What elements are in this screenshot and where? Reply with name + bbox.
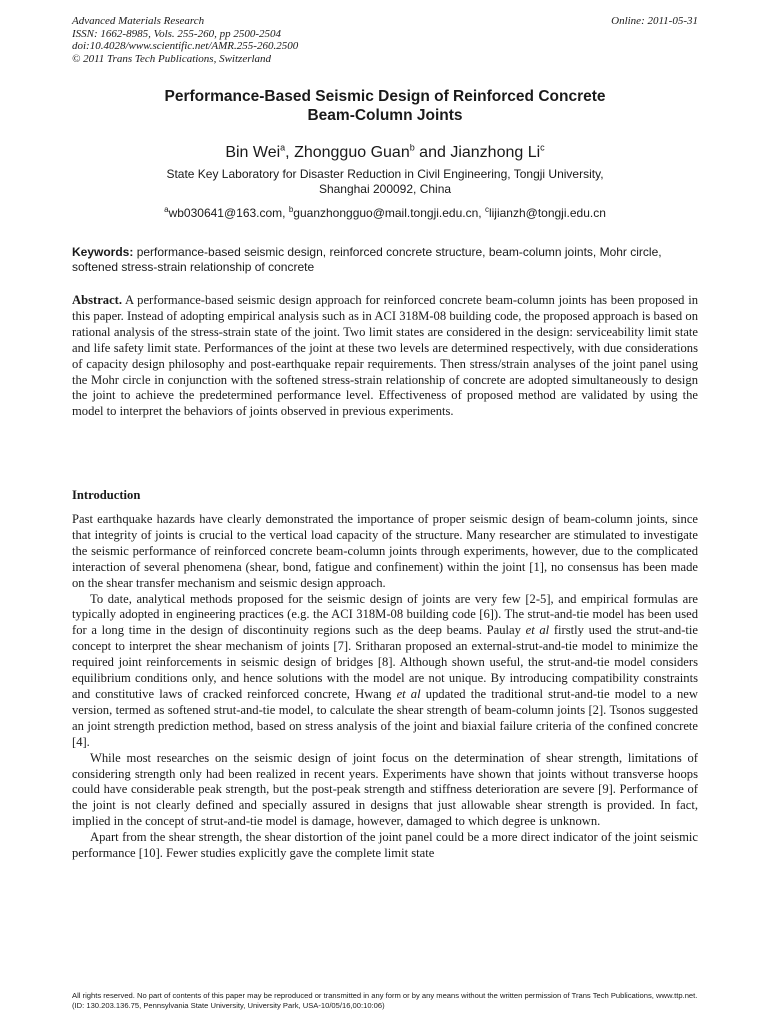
introduction-body: [72, 512, 698, 862]
title-line-1: Performance-Based Seismic Design of Reinforced Concrete: [164, 88, 606, 105]
text-run: firstly used the strut-and-tie concept to interpret the shear mechanism of joints [7]. Sritharan proposed an external-strut-and-tie model to minimize the required joint reinforcements in seismic design of bridges [8]. Although shown useful, the strut-and-tie model considers equilibrium conditions only, and hence solutions with the model are not unique. By introducing compatibility constraints and constitutive laws of cracked reinforced concrete, Hwang: [72, 623, 698, 701]
journal-name: Advanced Materials Research: [72, 15, 205, 27]
email-address[interactable]: wb030641@163.com: [168, 206, 283, 220]
email-address[interactable]: guanzhongguo@mail.tongji.edu.cn: [293, 206, 479, 220]
abstract: [72, 293, 698, 420]
keywords-label: Keywords:: [72, 245, 134, 259]
author-name: Bin Wei: [225, 144, 281, 161]
intro-paragraph-2: [72, 592, 698, 751]
doi-line: doi:10.4028/www.scientific.net/AMR.255-260.2500: [72, 40, 299, 52]
copyright-line: © 2011 Trans Tech Publications, Switzerland: [72, 52, 272, 65]
abstract-label: Abstract.: [72, 293, 123, 307]
email-sep: ,: [282, 206, 289, 220]
email-address[interactable]: lijianzh@tongji.edu.cn: [488, 206, 606, 220]
affiliation: State Key Laboratory for Disaster Reduction in Civil Engineering, Tongji University, Shanghai 200092, China: [166, 167, 604, 196]
author-list: [72, 143, 698, 163]
author-sep: ,: [285, 144, 295, 161]
text-run-italic: et al: [396, 686, 421, 701]
text-run: To date, analytical methods proposed for the seismic design of joints are very few [2-5], and empirical formulas are typically adopted in engineering practices (e.g. the ACI 318M-08 building code [6]). The strut-and-tie model has been used for a long time in the design of discontinuity regions such as the deep beams. Paulay: [72, 591, 698, 638]
text-run: updated the traditional strut-and-tie model to a new version, termed as softened strut-and-tie model, to calculate the shear strength of beam-column joints [2]. Tsonos suggested an joint strength prediction method, based on stress analysis of the joint and biaxial failure criteria of the confined concrete [4].: [72, 686, 698, 749]
author-sup: c: [540, 142, 545, 153]
email-sup: c: [484, 205, 489, 214]
intro-paragraph-4: Apart from the shear strength, the shear distortion of the joint panel could be a more direct indicator of the joint seismic performance [10]. Fewer studies explicitly gave the complete limit state: [72, 830, 698, 861]
author-sep: and: [414, 144, 451, 161]
rights-footer: All rights reserved. No part of contents of this paper may be reproduced or transmitted in any form or by any means without the written permission of Trans Tech Publications, www.ttp.net. (ID: 130.203.136.75, Pennsylvania State University, University Park, USA-10/05/16,00:10:06): [72, 991, 698, 1010]
online-date: Online: 2011-05-31: [611, 15, 698, 27]
title-line-2: Beam-Column Joints: [307, 107, 463, 124]
keywords-text: performance-based seismic design, reinforced concrete structure, beam-column joints, Mohr circle, softened stress-strain relationship of concrete: [72, 245, 662, 274]
author-sup: a: [280, 142, 286, 153]
email-sup: a: [164, 205, 169, 214]
intro-paragraph-3: While most researches on the seismic design of joint focus on the determination of shear strength, limitations of considering strength only had been realized in recent years. Experiments have shown that joints without transverse hoops could have considerable peak strength, but the post-peak strength and stiffness deterioration are severe [9]. Performance of the joint is not clearly defined and specially assured in designs that just allowable shear strength is provided. In fact, implied in the concept of strut-and-tie model is damage, however, damaged to which degree is unknown.: [72, 750, 698, 829]
abstract-text: A performance-based seismic design approach for reinforced concrete beam-column joints has been proposed in this paper. Instead of adopting empirical analysis such as in ACI 318M-08 building code, the proposed approach is based on rational analysis of the stress-strain state of the joint. Two limit states are considered in the design: serviceability limit state and life safety limit state. Performances of the joint at these two levels are determined respectively, with due considerations of capacity design philosophy and post-earthquake repair requirements. Then stress/strain analyses of the joint panel using the Mohr circle in conjunction with the softened stress-strain relationship of concrete are adopted simultaneously to design the joint to achieve the predetermined performance level. Effectiveness of proposed method are validated by using the model to interpret the behaviors of joints observed in previous experiments.: [72, 293, 698, 419]
paper-title: [72, 87, 698, 125]
keywords: [72, 245, 698, 274]
journal-header: [72, 15, 698, 65]
intro-paragraph-1: Past earthquake hazards have clearly demonstrated the importance of proper seismic design of beam-column joints, since that integrity of joints is crucial to the vertical load capacity of the structure. Many researcher are stimulated to investigate the seismic performance of reinforced concrete beam-column joints through experiments, however, due to the complicated interaction of several phenomena (shear, bond, fatigue and confinement) within the joint [1], no consensus has been made on the shear transfer mechanism and seismic design approach.: [72, 512, 698, 590]
email-list: [72, 206, 698, 221]
author-name: Zhongguo Guan: [294, 144, 410, 161]
introduction-heading: Introduction: [72, 488, 141, 502]
author-name: Jianzhong Li: [450, 144, 541, 161]
text-run-italic: et al: [525, 623, 550, 638]
issn-line: ISSN: 1662-8985, Vols. 255-260, pp 2500-2504: [72, 27, 281, 40]
author-sup: b: [409, 142, 415, 153]
email-sup: b: [288, 205, 294, 214]
email-sep: ,: [478, 206, 485, 220]
